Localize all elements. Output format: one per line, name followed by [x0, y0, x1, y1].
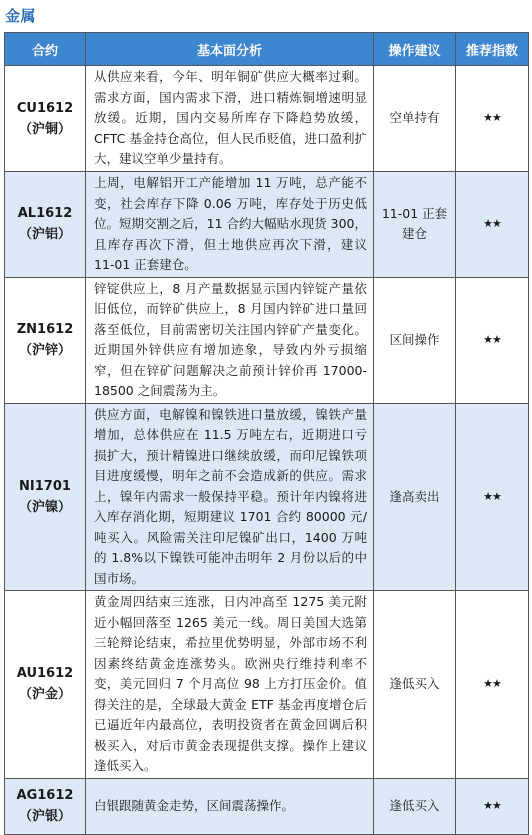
- contract-code: ZN1612: [16, 322, 74, 337]
- metals-table: [4, 32, 529, 835]
- contract-name: （沪铝）: [18, 227, 71, 243]
- header-analysis: 基本面分析: [86, 33, 374, 66]
- table-row-ag: [5, 778, 529, 834]
- table-row-ni: [5, 403, 529, 591]
- contract-code: AG1612: [16, 788, 74, 803]
- header-rating: 推荐指数: [456, 33, 529, 66]
- contract-cell: [5, 403, 86, 591]
- advice-cell: 11-01 正套建仓: [374, 172, 456, 278]
- rating-stars: ★★: [456, 277, 529, 403]
- table-row-zn: [5, 277, 529, 403]
- contract-code: NI1701: [19, 478, 71, 494]
- table-header-row: [5, 33, 529, 66]
- analysis-cell: 供应方面，电解镍和镍铁进口量放缓，镍铁产量增加，总体供应在 11.5 万吨左右，近期进口亏损扩大，预计精镍进口继续放缓，而印尼镍铁项目进度缓慢，明年之前不会造成新的供应。需求上，镍年内需求一般保持平稳。预计年内镍将进入库存消化期，短期建议 1701 合约 80000 元/吨买入。风险需关注印尼镍矿出口，1400 万吨的 1.8%以下镍铁可能冲击明年 2 月份以后的中国市场。: [86, 403, 374, 591]
- contract-code: CU1612: [16, 100, 74, 116]
- advice-cell: 区间操作: [374, 277, 456, 403]
- contract-name: （沪镍）: [18, 499, 71, 515]
- advice-cell: 逢低买入: [374, 591, 456, 779]
- contract-code: AU1612: [16, 666, 74, 682]
- contract-code: AL1612: [17, 206, 73, 222]
- section-title: 金属: [5, 7, 37, 25]
- analysis-cell: 从供应来看，今年、明年铜矿供应大概率过剩。需求方面，国内需求下滑，进口精炼铜增速明显放缓。近期，国内交易所库存下降趋势放缓，CFTC 基金持仓高位，但人民币贬值，进口盈利扩大，建议空单少量持有。: [86, 66, 374, 172]
- contract-name: （沪金）: [18, 687, 71, 703]
- rating-stars: ★★: [456, 172, 529, 278]
- analysis-cell: 白银跟随黄金走势，区间震荡操作。: [86, 778, 374, 834]
- rating-stars: ★★: [456, 66, 529, 172]
- contract-cell: [5, 172, 86, 278]
- advice-cell: 空单持有: [374, 66, 456, 172]
- rating-stars: ★★: [456, 403, 529, 591]
- header-advice: 操作建议: [374, 33, 456, 66]
- table-row-au: [5, 591, 529, 779]
- contract-cell: [5, 277, 86, 403]
- advice-cell: 逢低买入: [374, 778, 456, 834]
- analysis-cell: 锌锭供应上，8 月产量数据显示国内锌锭产量依旧低位，而锌矿供应上，8 月国内锌矿进口量回落至低位，目前需密切关注国内锌矿产量变化。近期国外锌供应有增加迹象，导致内外亏损缩窄，但在锌矿问题解决之前预计锌价再 17000-18500 之间震荡为主。: [86, 277, 374, 403]
- analysis-cell: 黄金周四结束三连涨，日内冲高至 1275 美元附近小幅回落至 1265 美元一线。周日美国大选第三轮辩论结束，希拉里优势明显，外部市场不利因素终结黄金连涨势头。欧洲央行维持利率不变，美元回归 7 个月高位 98 上方打压金价。值得关注的是，全球最大黄金 ETF 基金再度增仓后已逼近年内最高位，表明投资者在黄金回调后积极买入，对后市黄金表现提供支撑。操作上建议逢低买入。: [86, 591, 374, 779]
- rating-stars: ★★: [456, 591, 529, 779]
- rating-stars: ★★: [456, 778, 529, 834]
- contract-cell: [5, 591, 86, 779]
- table-row-al: [5, 172, 529, 278]
- contract-name: （沪银）: [18, 809, 71, 824]
- contract-cell: [5, 66, 86, 172]
- table-row-cu: [5, 66, 529, 172]
- advice-cell: 逢高卖出: [374, 403, 456, 591]
- header-contract: 合约: [5, 33, 86, 66]
- contract-name: （沪锌）: [18, 343, 71, 358]
- contract-name: （沪铜）: [18, 121, 71, 137]
- analysis-cell: 上周，电解铝开工产能增加 11 万吨，总产能不变，社会库存下降 0.06 万吨，库存处于历史低位。短期交割之后，11 合约大幅贴水现货 300，且库存再次下滑，但土地供应再次下滑，建议 11-01 正套建仓。: [86, 172, 374, 278]
- contract-cell: [5, 778, 86, 834]
